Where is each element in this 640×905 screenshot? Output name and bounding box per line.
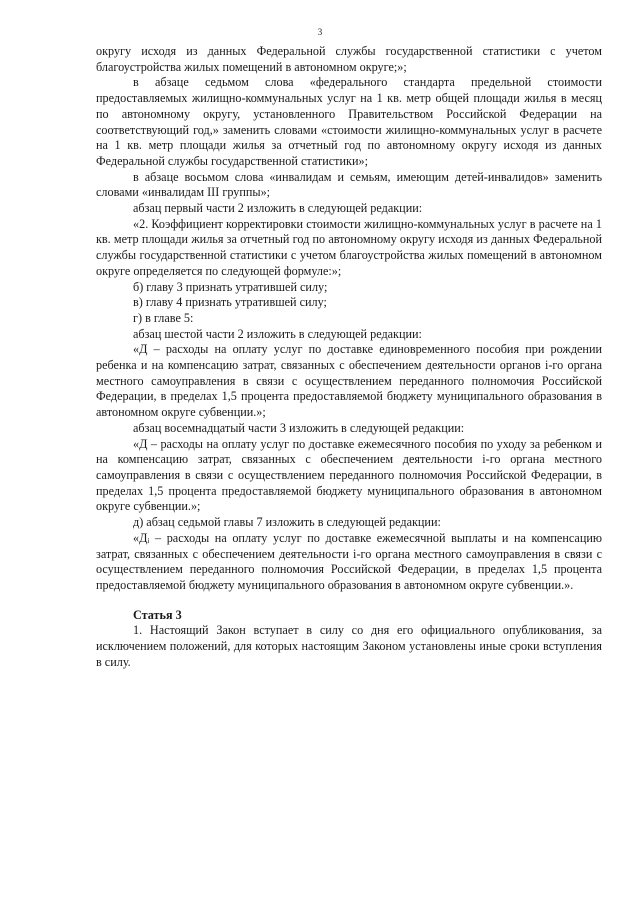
paragraph: абзац шестой части 2 изложить в следующей редакции:: [133, 326, 422, 341]
paragraph: округу исходя из данных Федеральной службы государственной статистики с учетом благоустройства жилых помещений в автономном округе;»;: [96, 44, 602, 74]
document-body: [96, 44, 602, 670]
page-number: 3: [317, 27, 323, 37]
paragraph: в абзаце восьмом слова «инвалидам и семьям, имеющим детей-инвалидов» заменить словами «инвалидам III группы»;: [96, 169, 602, 200]
paragraph: г) в главе 5:: [133, 310, 194, 325]
paragraph: абзац восемнадцатый части 3 изложить в следующей редакции:: [133, 420, 465, 435]
paragraph: «Д – расходы на оплату услуг по доставке единовременного пособия при рождении ребенка и на компенсацию затрат, связанных с обеспечением деятельности органов i-го органа местного самоуправления в связи с осуществлением переданного полномочия Российской Федерации, в пределах 1,5 процента предоставляемой бюджету муниципального образования в автономном округе субвенции.»;: [96, 342, 602, 420]
paragraph: «Д – расходы на оплату услуг по доставке ежемесячного пособия по уходу за ребенком и на компенсацию затрат, связанных с обеспечением деятельности i-го органа местного самоуправления в связи с осуществлением переданного полномочия Российской Федерации, в пределах 1,5 процента предоставляемой бюджету муниципального образования в автономном округе субвенции.»;: [96, 436, 602, 514]
paragraph: «2. Коэффициент корректировки стоимости жилищно-коммунальных услуг в расчете на 1 кв. метр площади жилья за отчетный год по автономному округу исходя из данных Федеральной службы государственной статистики с учетом благоустройства жилых помещений в автономном округе определяется по следующей формуле:»;: [96, 216, 602, 278]
article-paragraph: 1. Настоящий Закон вступает в силу со дня его официального опубликования, за исключением положений, для которых настоящим Законом установлены иные сроки вступления в силу.: [96, 623, 602, 669]
paragraph: в абзаце седьмом слова «федерального стандарта предельной стоимости предоставляемых жилищно-коммунальных услуг на 1 кв. метр общей площади жилья в месяц по автономному округу, установленного Правительством Российской Федерации на соответствующий год,» заменить словами «стоимости жилищно-коммунальных услуг в расчете на 1 кв. метр площади жилья за отчетный год по автономному округу исходя из данных Федеральной службы государственной статистики»;: [96, 75, 602, 168]
paragraph: б) главу 3 признать утратившей силу;: [133, 279, 328, 294]
paragraph: д) абзац седьмой главы 7 изложить в следующей редакции:: [133, 515, 441, 530]
paragraph: «Дᵢ – расходы на оплату услуг по доставке ежемесячной выплаты и на компенсацию затрат, связанных с обеспечением деятельности i-го органа местного самоуправления в связи с осуществлением переданного полномочия Российской Федерации, в пределах 1,5 процента предоставляемой бюджету муниципального образования в автономном округе субвенции.».: [96, 530, 602, 592]
paragraph: в) главу 4 признать утратившей силу;: [133, 295, 327, 310]
paragraph: абзац первый части 2 изложить в следующей редакции:: [133, 201, 423, 216]
article-heading: Статья 3: [133, 607, 182, 622]
